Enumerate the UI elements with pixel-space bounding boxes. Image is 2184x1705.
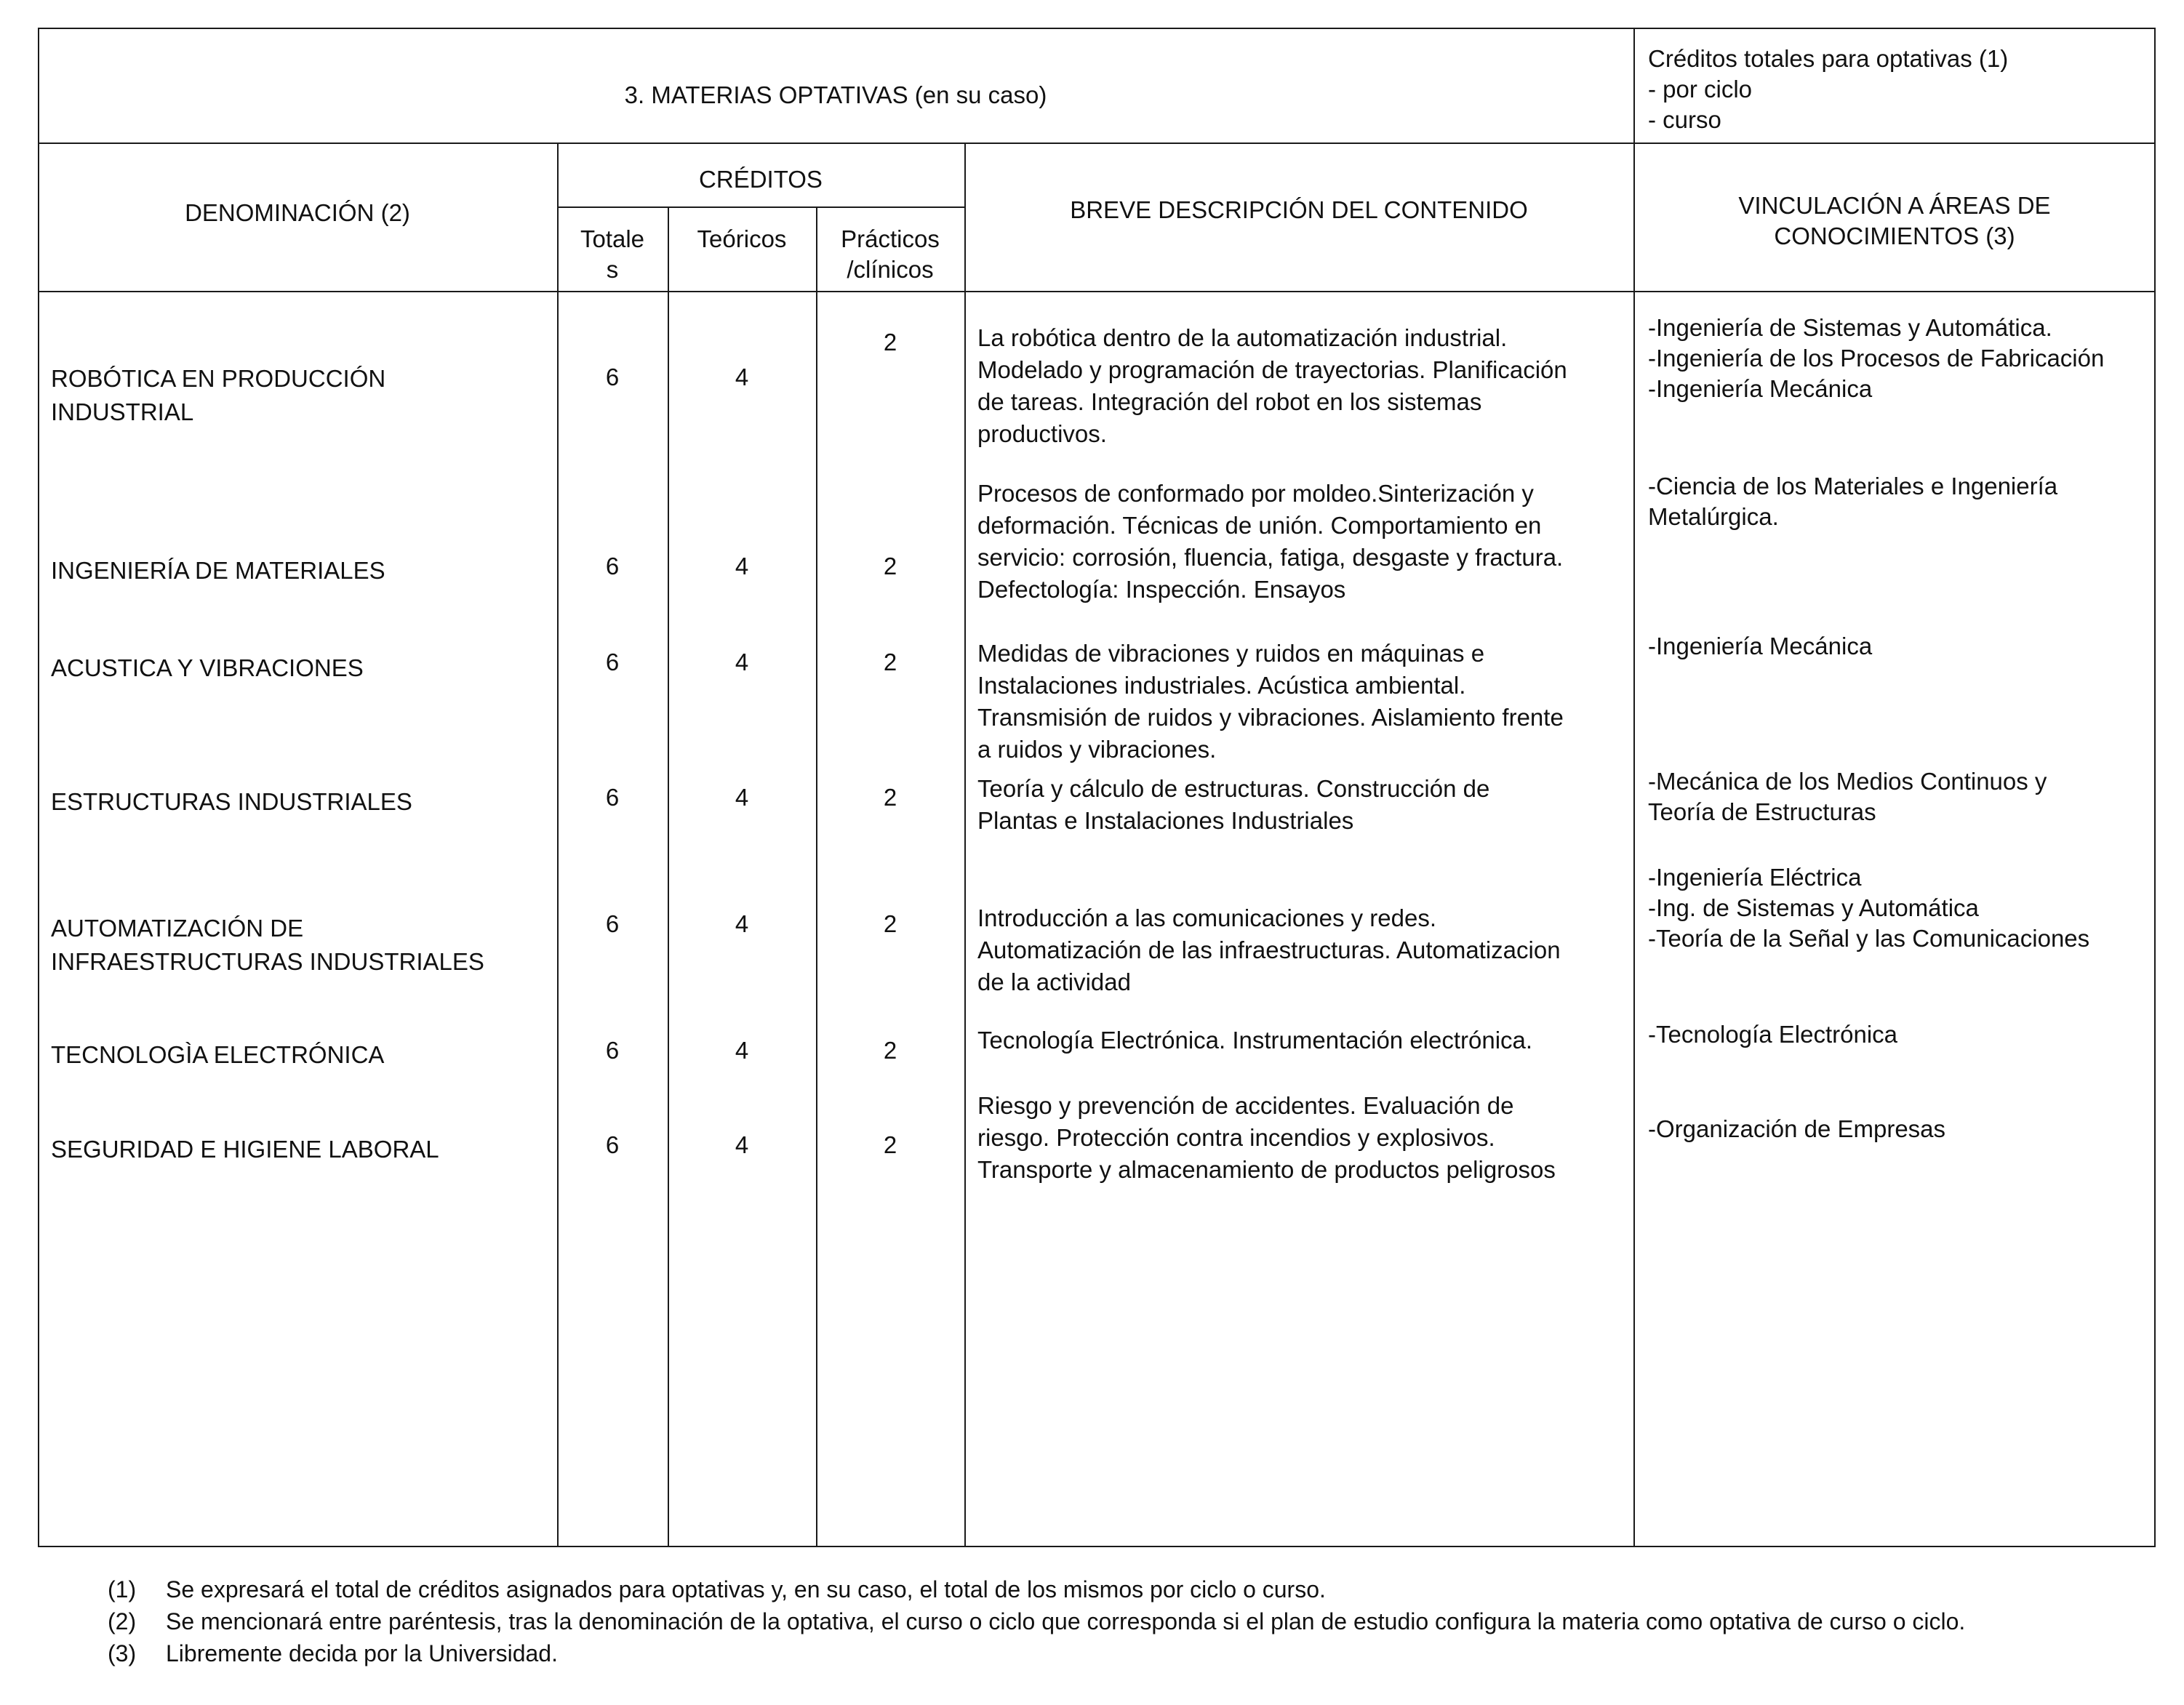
teoricos-col-divider bbox=[816, 206, 817, 1547]
credits-totales: 6 bbox=[605, 364, 620, 390]
knowledge-area: -Ingeniería de los Procesos de Fabricación bbox=[1648, 345, 2105, 372]
totales-col-divider bbox=[668, 206, 669, 1547]
content-description-line: Defectología: Inspección. Ensayos bbox=[977, 576, 1346, 603]
subject-name: INFRAESTRUCTURAS INDUSTRIALES bbox=[51, 948, 484, 975]
footnote-number: (3) bbox=[108, 1640, 137, 1666]
col-header-totales-line: Totale bbox=[580, 225, 645, 252]
creditos-divider bbox=[557, 206, 964, 208]
credits-practicos: 2 bbox=[883, 329, 897, 356]
subject-name: SEGURIDAD E HIGIENE LABORAL bbox=[51, 1136, 439, 1163]
content-description-line: de tareas. Integración del robot en los sistemas bbox=[977, 388, 1482, 415]
subject-name: AUTOMATIZACIÓN DE bbox=[51, 915, 304, 942]
credits-totales: 6 bbox=[605, 784, 620, 811]
knowledge-area: -Ingeniería Eléctrica bbox=[1648, 864, 1862, 891]
credits-teoricos: 4 bbox=[735, 364, 749, 390]
content-description-line: Medidas de vibraciones y ruidos en máquinas e bbox=[977, 640, 1485, 667]
footnote-number: (1) bbox=[108, 1576, 137, 1602]
col-header-totales-line: s bbox=[606, 256, 619, 283]
col-header-practicos bbox=[816, 224, 964, 285]
content-description-line: servicio: corrosión, fluencia, fatiga, desgaste y fractura. bbox=[977, 544, 1564, 571]
knowledge-area: -Teoría de la Señal y las Comunicaciones bbox=[1648, 925, 2090, 952]
content-description-line: productivos. bbox=[977, 420, 1107, 447]
credits-totales: 6 bbox=[605, 1037, 620, 1064]
column-header-divider bbox=[38, 291, 2156, 292]
content-description-line: Automatización de las infraestructuras. Automatizacion bbox=[977, 936, 1561, 963]
credits-practicos: 2 bbox=[883, 649, 897, 675]
footnote-text: Se expresará el total de créditos asignados para optativas y, en su caso, el total de los mismos por ciclo o curso. bbox=[166, 1576, 1326, 1602]
name-col-divider bbox=[557, 143, 559, 1547]
knowledge-area: -Mecánica de los Medios Continuos y bbox=[1648, 768, 2047, 795]
credits-note bbox=[1648, 44, 2008, 135]
knowledge-area: -Ingeniería de Sistemas y Automática. bbox=[1648, 314, 2052, 341]
content-description-line: riesgo. Protección contra incendios y explosivos. bbox=[977, 1124, 1495, 1151]
credits-practicos: 2 bbox=[883, 1131, 897, 1158]
knowledge-area: Metalúrgica. bbox=[1648, 503, 1779, 530]
content-description-line: Transmisión de ruidos y vibraciones. Aislamiento frente bbox=[977, 704, 1564, 731]
col-header-totales bbox=[557, 224, 668, 285]
credits-note-line: - curso bbox=[1648, 106, 1721, 133]
credits-practicos: 2 bbox=[883, 910, 897, 937]
col-header-teoricos: Teóricos bbox=[697, 225, 787, 252]
content-description-line: Instalaciones industriales. Acústica ambiental. bbox=[977, 672, 1466, 699]
col-header-denominacion: DENOMINACIÓN (2) bbox=[185, 199, 410, 226]
knowledge-area: -Ingeniería Mecánica bbox=[1648, 633, 1873, 659]
footnote-text: Se mencionará entre paréntesis, tras la denominación de la optativa, el curso o ciclo que corresponda si el plan de estudio configura la materia como optativa de curso o ciclo. bbox=[166, 1608, 1966, 1634]
credits-practicos: 2 bbox=[883, 1037, 897, 1064]
knowledge-area: Teoría de Estructuras bbox=[1648, 798, 1876, 825]
col-header-practicos-line: /clínicos bbox=[847, 256, 934, 283]
title-right-divider bbox=[1633, 28, 1635, 1547]
credits-totales: 6 bbox=[605, 1131, 620, 1158]
credits-teoricos: 4 bbox=[735, 784, 749, 811]
content-description-line: Riesgo y prevención de accidentes. Evaluación de bbox=[977, 1092, 1514, 1119]
content-description-line: de la actividad bbox=[977, 968, 1131, 995]
knowledge-area: -Ingeniería Mecánica bbox=[1648, 375, 1873, 402]
footnote-number: (2) bbox=[108, 1608, 137, 1634]
content-description-line: Transporte y almacenamiento de productos peligrosos bbox=[977, 1156, 1556, 1183]
credits-teoricos: 4 bbox=[735, 910, 749, 937]
content-description-line: Procesos de conformado por moldeo.Sinterización y bbox=[977, 480, 1534, 507]
col-header-creditos: CRÉDITOS bbox=[699, 166, 823, 193]
footnote-text: Libremente decida por la Universidad. bbox=[166, 1640, 558, 1666]
credits-teoricos: 4 bbox=[735, 649, 749, 675]
subject-name: ROBÓTICA EN PRODUCCIÓN bbox=[51, 365, 386, 392]
credits-totales: 6 bbox=[605, 649, 620, 675]
content-description-line: Plantas e Instalaciones Industriales bbox=[977, 807, 1354, 834]
credits-practicos: 2 bbox=[883, 784, 897, 811]
col-header-practicos-line: Prácticos bbox=[841, 225, 940, 252]
credits-teoricos: 4 bbox=[735, 1037, 749, 1064]
col-header-vinculacion bbox=[1633, 190, 2156, 252]
credits-totales: 6 bbox=[605, 910, 620, 937]
col-header-vinculacion-line: VINCULACIÓN A ÁREAS DE bbox=[1738, 192, 2051, 219]
section-title: 3. MATERIAS OPTATIVAS (en su caso) bbox=[624, 81, 1047, 108]
knowledge-area: -Organización de Empresas bbox=[1648, 1115, 1946, 1142]
content-description-line: Teoría y cálculo de estructuras. Construcción de bbox=[977, 775, 1490, 802]
practicos-col-divider bbox=[964, 143, 966, 1547]
content-description-line: La robótica dentro de la automatización industrial. bbox=[977, 324, 1508, 351]
credits-teoricos: 4 bbox=[735, 1131, 749, 1158]
content-description-line: Introducción a las comunicaciones y redes. bbox=[977, 904, 1436, 931]
credits-teoricos: 4 bbox=[735, 553, 749, 579]
credits-note-line: Créditos totales para optativas (1) bbox=[1648, 45, 2009, 72]
content-description-line: Tecnología Electrónica. Instrumentación electrónica. bbox=[977, 1027, 1533, 1054]
col-header-descripcion: BREVE DESCRIPCIÓN DEL CONTENIDO bbox=[1070, 196, 1528, 223]
content-description-line: a ruidos y vibraciones. bbox=[977, 736, 1217, 763]
credits-note-line: - por ciclo bbox=[1648, 76, 1753, 103]
content-description-line: deformación. Técnicas de unión. Comportamiento en bbox=[977, 512, 1542, 539]
credits-practicos: 2 bbox=[883, 553, 897, 579]
knowledge-area: -Tecnología Electrónica bbox=[1648, 1021, 1898, 1048]
col-header-vinculacion-line: CONOCIMIENTOS (3) bbox=[1774, 222, 2015, 249]
credits-totales: 6 bbox=[605, 553, 620, 579]
subject-name: TECNOLOGÌA ELECTRÓNICA bbox=[51, 1041, 385, 1068]
header-divider bbox=[38, 143, 2156, 144]
subject-name: INDUSTRIAL bbox=[51, 398, 194, 425]
subject-name: INGENIERÍA DE MATERIALES bbox=[51, 557, 385, 584]
subject-name: ESTRUCTURAS INDUSTRIALES bbox=[51, 788, 412, 815]
subject-name: ACUSTICA Y VIBRACIONES bbox=[51, 654, 364, 681]
content-description-line: Modelado y programación de trayectorias. Planificación bbox=[977, 356, 1567, 383]
knowledge-area: -Ing. de Sistemas y Automática bbox=[1648, 894, 1979, 921]
knowledge-area: -Ciencia de los Materiales e Ingeniería bbox=[1648, 473, 2058, 500]
